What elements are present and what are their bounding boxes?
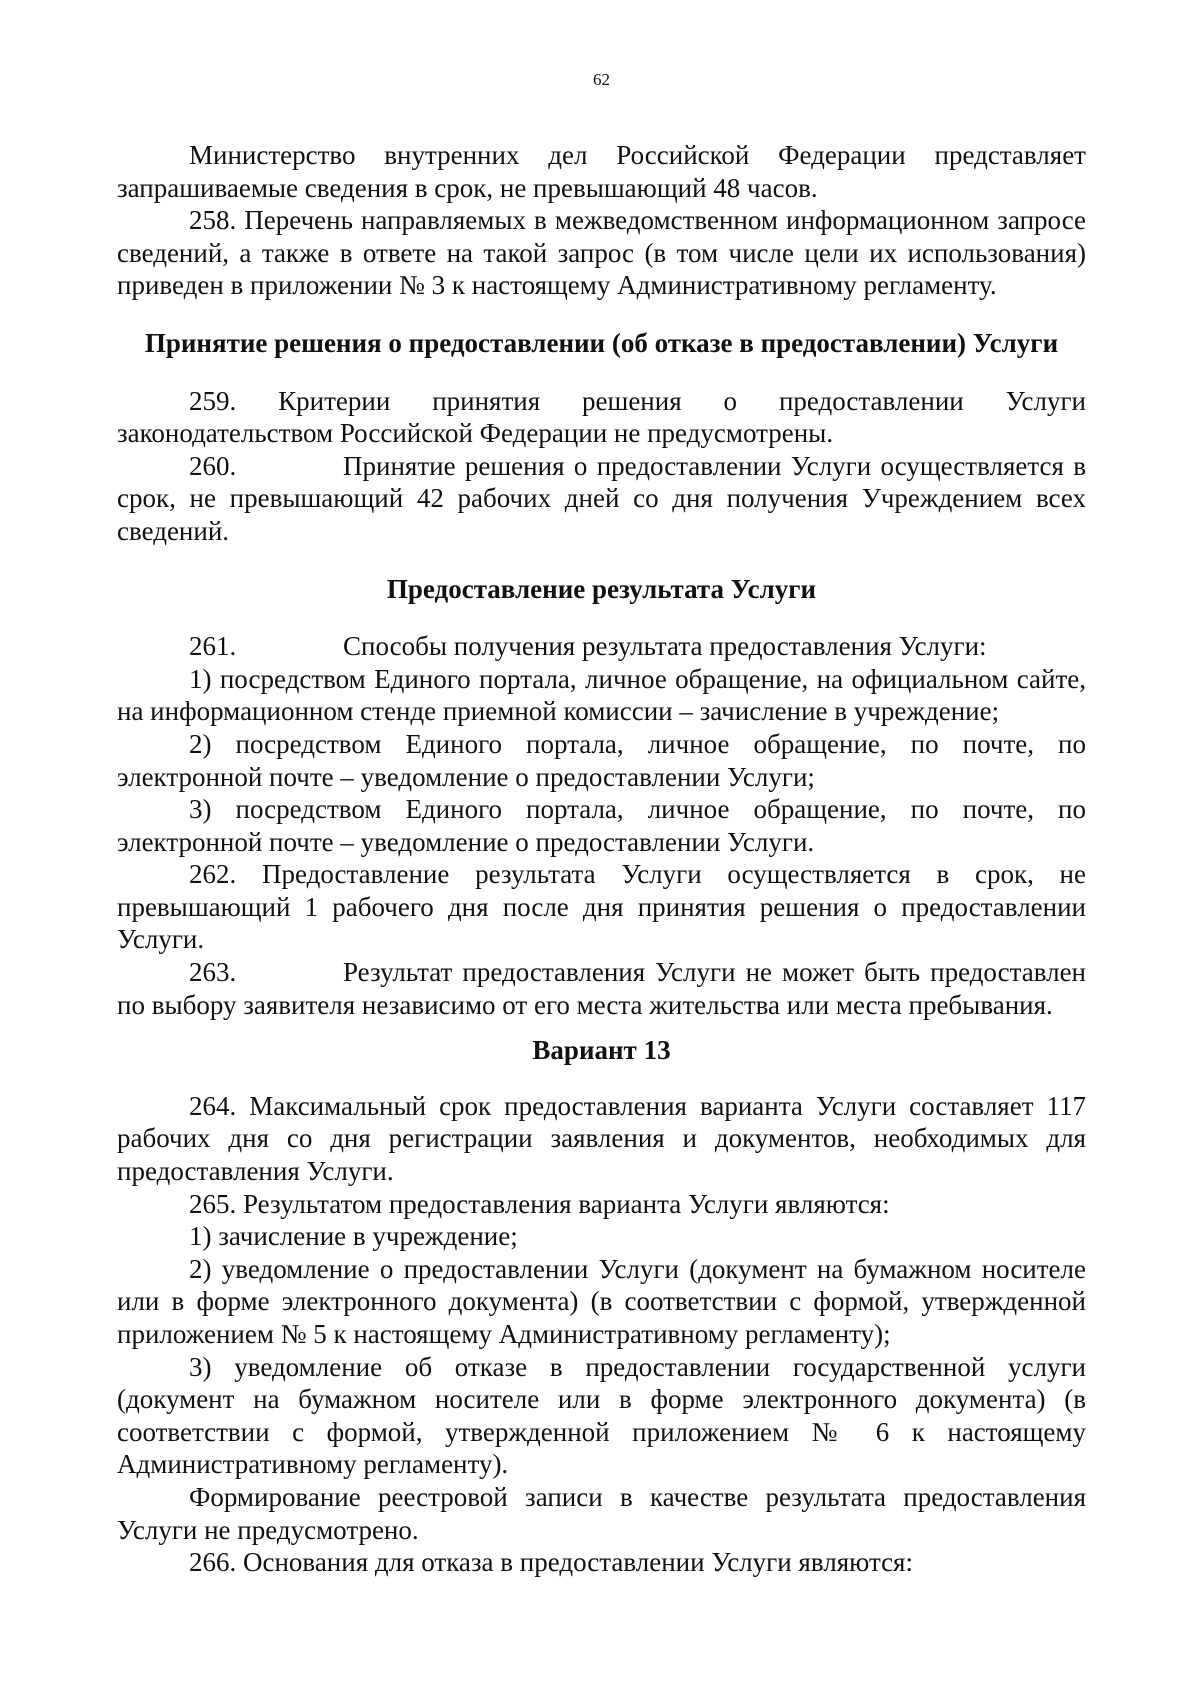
paragraph-261 — [117, 630, 1086, 663]
paragraph-text: Способы получения результата предоставления Услуги: — [343, 631, 987, 662]
page-number: 62 — [593, 70, 610, 89]
paragraph-258: 258. Перечень направляемых в межведомственном информационном запросе сведений, а также в ответе на такой запрос (в том числе цели их использования) приведен в приложении № 3 к настоящему Административному регламенту. — [117, 205, 1086, 301]
paragraph-text: Результат предоставления Услуги не может быть предоставлен по выбору заявителя независимо от его места жительства или места пребывания. — [117, 957, 1086, 1020]
heading-variant-13: Вариант 13 — [532, 1035, 671, 1066]
paragraph-text: Принятие решения о предоставлении Услуги осуществляется в срок, не превышающий 42 рабочих дней со дня получения Учреждением всех сведений. — [117, 450, 1086, 546]
paragraph-265: 265. Результатом предоставления варианта Услуги являются: — [189, 1188, 890, 1219]
paragraph-266: 266. Основания для отказа в предоставлении Услуги являются: — [189, 1547, 913, 1578]
paragraph-number: 261. — [189, 631, 237, 662]
paragraph-registry-record: Формирование реестровой записи в качестве результата предоставления Услуги не предусмотрено. — [117, 1481, 1086, 1545]
heading-result: Предоставление результата Услуги — [386, 573, 817, 604]
list-item-265-3: 3) уведомление об отказе в предоставлении государственной услуги (документ на бумажном носителе или в форме электронного документа) (в соответствии с формой, утвержденной приложением № 6 к настоящему Административному регламенту). — [117, 1351, 1086, 1480]
paragraph-262: 262. Предоставление результата Услуги осуществляется в срок, не превышающий 1 рабочего дня после дня принятия решения о предоставлении Услуги. — [117, 859, 1086, 955]
paragraph-mvd-response: Министерство внутренних дел Российской Федерации представляет запрашиваемые сведения в срок, не превышающий 48 часов. — [117, 140, 1086, 203]
document-body — [117, 139, 1086, 1579]
list-item-261-2: 2) посредством Единого портала, личное обращение, по почте, по электронной почте – уведомление о предоставлении Услуги; — [117, 728, 1086, 792]
list-item-261-3: 3) посредством Единого портала, личное обращение, по почте, по электронной почте – уведомление о предоставлении Услуги. — [117, 794, 1086, 857]
paragraph-259: 259. Критерии принятия решения о предоставлении Услуги законодательством Российской Федерации не предусмотрены. — [117, 385, 1086, 449]
heading-decision: Принятие решения о предоставлении (об отказе в предоставлении) Услуги — [144, 327, 1059, 358]
list-item-261-1: 1) посредством Единого портала, личное обращение, на официальном сайте, на информационном стенде приемной комиссии – зачисление в учреждение; — [117, 663, 1086, 727]
paragraph-264: 264. Максимальный срок предоставления варианта Услуги составляет 117 рабочих дня со дня регистрации заявления и документов, необходимых для предоставления Услуги. — [117, 1090, 1086, 1187]
paragraph-number: 263. — [189, 957, 237, 988]
list-item-265-2: 2) уведомление о предоставлении Услуги (документ на бумажном носителе или в форме электронного документа) (в соответствии с формой, утвержденной приложением № 5 к настоящему Административному регламенту); — [117, 1253, 1086, 1349]
paragraph-number: 260. — [189, 450, 237, 481]
paragraph-263 — [117, 956, 1086, 1021]
list-item-265-1: 1) зачисление в учреждение; — [189, 1221, 518, 1252]
paragraph-260 — [117, 450, 1086, 548]
